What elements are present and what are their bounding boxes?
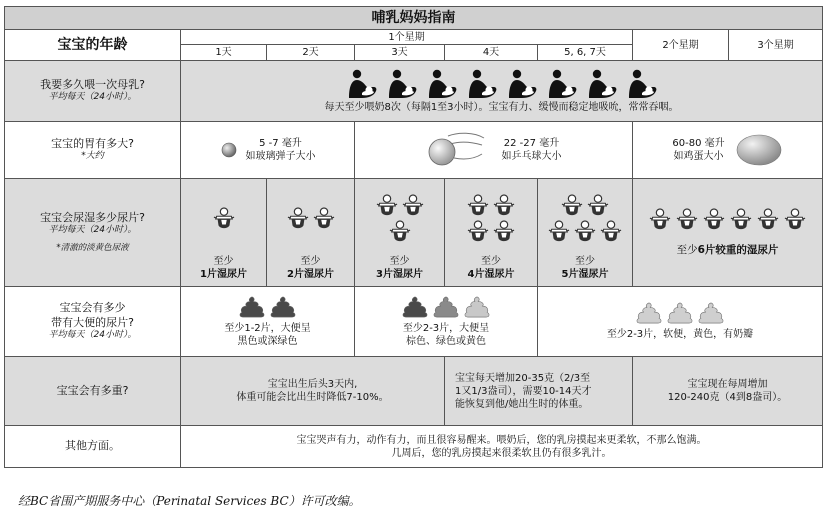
wet-cell-day567: [538, 179, 633, 287]
stomach-label-cell: [5, 122, 181, 179]
wet-text-count: 4片湿尿片: [467, 268, 515, 280]
stool-icons: [239, 296, 296, 318]
weight-cell-1: [181, 357, 445, 426]
stomach-weeks-cell: [633, 122, 823, 179]
other-line1: 宝宝哭声有力，动作有力，而且很容易醒来。喂奶后，您的乳房摸起来更柔软，不那么饱满。: [296, 434, 707, 446]
feeding-text: 每天至少喂奶8次（每隔1至3小时）。宝宝有力、缓慢而稳定地吸吮，常常吞咽。: [324, 101, 679, 113]
wet-diaper-icon: [784, 208, 806, 232]
stool-icon: [698, 302, 724, 324]
weight-2-line1: 宝宝每天增加20-35克（2/3至: [455, 372, 591, 384]
weight-1-line2: 体重可能会比出生时降低7-10%。: [236, 392, 389, 403]
stool-icon: [402, 296, 428, 318]
feeding-info-cell: [181, 61, 823, 122]
wet-later-bold: 6片较重的湿尿片: [697, 243, 779, 256]
wet-cell-weeks: [633, 179, 823, 287]
stool-cell-day3-4: [355, 287, 538, 357]
weight-2-line3: 能恢复到他/她出生时的体重。: [455, 398, 589, 410]
stomach-sub: *大约: [81, 151, 104, 162]
weight-3-line1: 宝宝现在每周增加: [687, 379, 768, 390]
breastfeeding-icon: [386, 69, 418, 99]
guide-table: [4, 6, 823, 468]
wet-later-text: [677, 244, 779, 258]
wet-diaper-icon: [402, 194, 424, 218]
wet-diaper-icon: [574, 220, 596, 244]
wet-diaper-icon: [757, 208, 779, 232]
wet-text-count: 3片湿尿片: [376, 268, 423, 280]
stomach-desc-3: 如鸡蛋大小: [673, 151, 724, 162]
stool-label-cell: [5, 287, 181, 357]
stomach-label: 宝宝的胃有多大?: [51, 137, 134, 150]
wet-text-at-least: 至少: [575, 255, 595, 267]
wet-diaper-icon: [649, 208, 671, 232]
day-header-1: 1天: [181, 45, 267, 61]
wet-text-count: 2片湿尿片: [287, 268, 334, 280]
day-header-4: 4天: [445, 45, 538, 61]
wet-text-count: 1片湿尿片: [200, 268, 247, 280]
wet-text-at-least: 至少: [213, 255, 234, 267]
wet-label: 宝宝会尿湿多少尿片?: [40, 210, 145, 224]
week1-header: 1个星期: [181, 30, 633, 45]
wet-diaper-icon: [600, 220, 622, 244]
wet-diaper-icon: [213, 207, 235, 231]
breastfeeding-icon: [546, 69, 578, 99]
page-title: 哺乳妈妈指南: [5, 7, 823, 30]
breastfeeding-icon: [426, 69, 458, 99]
day-header-3weeks: 3个星期: [729, 30, 823, 61]
weight-1-line1: 宝宝出生后头3天内,: [267, 379, 358, 390]
wet-diaper-icons: [376, 183, 424, 255]
other-label: 其他方面。: [5, 426, 181, 468]
wet-diaper-icon: [313, 207, 335, 231]
wet-label-cell: [5, 179, 181, 287]
breastfeeding-icon: [346, 69, 378, 99]
stool-icon: [667, 302, 693, 324]
wet-text-count: 5片湿尿片: [561, 268, 609, 280]
wet-cell-day2: [267, 179, 355, 287]
age-header: 宝宝的年龄: [5, 30, 181, 61]
stool-icon: [270, 296, 296, 318]
stomach-desc-1: 如玻璃弹子大小: [245, 151, 316, 162]
wet-diaper-icons: [548, 183, 622, 255]
wet-diaper-icons: [287, 183, 335, 255]
day-header-2weeks: 2个星期: [633, 30, 729, 61]
stool-icon: [464, 296, 490, 318]
breastfeeding-icon: [506, 69, 538, 99]
wet-diaper-icon: [730, 208, 752, 232]
weight-cell-2: [445, 357, 633, 426]
breastfeeding-icon: [586, 69, 618, 99]
stool-text-1: 至少2-3片，大便呈: [402, 322, 490, 334]
wet-diaper-icon: [703, 208, 725, 232]
wet-cell-day3: [355, 179, 445, 287]
breastfeeding-icon: [626, 69, 658, 99]
feeding-sub: 平均每天（24小时）。: [48, 92, 137, 103]
stomach-size-2: 22 -27 毫升: [503, 138, 560, 149]
stool-text-1: 至少2-3片，软便，黄色，有奶瓣: [606, 329, 754, 340]
stool-cell-later: [538, 287, 823, 357]
wet-diaper-icon: [676, 208, 698, 232]
wet-diaper-icon: [548, 220, 570, 244]
stool-icon: [636, 302, 662, 324]
stool-icon: [239, 296, 265, 318]
feeding-label-cell: [5, 61, 181, 122]
weight-3-line2: 120-240克（4到8盎司）。: [667, 392, 788, 403]
stool-icon: [433, 296, 459, 318]
stool-label-1: 宝宝会有多少: [59, 301, 126, 315]
wet-diaper-icon: [287, 207, 309, 231]
day-header-3: 3天: [355, 45, 445, 61]
other-cell: [181, 426, 823, 468]
weight-2-line2: 1又1/3盎司），需要10-14天才: [455, 385, 592, 397]
egg-icon: [735, 133, 783, 167]
stool-text-2: 黑色或深绿色: [237, 335, 298, 347]
stomach-size-1: 5 -7 毫升: [259, 138, 302, 149]
weight-cell-3: [633, 357, 823, 426]
stool-icons: [636, 302, 724, 324]
wet-text-at-least: 至少: [389, 255, 410, 267]
day-header-567: 5, 6, 7天: [538, 45, 633, 61]
wet-diaper-icons: [467, 183, 515, 255]
wet-diaper-icon: [376, 194, 398, 218]
feeding-icons: [346, 69, 658, 99]
wet-later-icons: [649, 208, 806, 232]
stomach-size-3: 60-80 毫升: [672, 138, 725, 149]
wet-note: *清澈的淡黄色尿液: [56, 242, 129, 253]
wet-diaper-icon: [467, 194, 489, 218]
wet-diaper-icon: [493, 194, 515, 218]
wet-cell-day4: [445, 179, 538, 287]
wet-diaper-icon: [467, 220, 489, 244]
breastfeeding-icon: [466, 69, 498, 99]
ping-pong-ball-icon: [426, 128, 488, 172]
day-header-2: 2天: [267, 45, 355, 61]
stool-icons: [402, 296, 490, 318]
wet-diaper-icon: [561, 194, 583, 218]
stomach-day1-2-cell: [181, 122, 355, 179]
stool-label-2: 带有大便的尿片?: [51, 315, 134, 329]
wet-later-prefix: 至少: [676, 243, 698, 256]
wet-diaper-icon: [587, 194, 609, 218]
wet-sub: 平均每天（24小时）。: [48, 225, 137, 236]
feeding-label: 我要多久喂一次母乳?: [40, 78, 145, 91]
stool-sub: 平均每天（24小时）。: [48, 329, 137, 340]
wet-text-at-least: 至少: [481, 255, 501, 267]
stomach-desc-2: 如乒乓球大小: [501, 151, 562, 162]
wet-cell-day1: [181, 179, 267, 287]
wet-diaper-icon: [389, 220, 411, 244]
stomach-day3-5-cell: [355, 122, 633, 179]
stool-text-1: 至少1-2片，大便呈: [224, 322, 311, 334]
weight-label: 宝宝会有多重?: [5, 357, 181, 426]
footer-credit: 经BC省围产期服务中心（Perinatal Services BC）许可改编。: [18, 494, 361, 508]
wet-diaper-icons: [213, 183, 235, 255]
other-line2: 几周后，您的乳房摸起来很柔软且仍有很多乳汁。: [391, 447, 612, 459]
wet-diaper-icon: [493, 220, 515, 244]
stool-text-2: 棕色、绿色或黄色: [406, 335, 486, 347]
stool-cell-day1-2: [181, 287, 355, 357]
marble-icon: [220, 142, 238, 158]
wet-text-at-least: 至少: [300, 255, 321, 267]
